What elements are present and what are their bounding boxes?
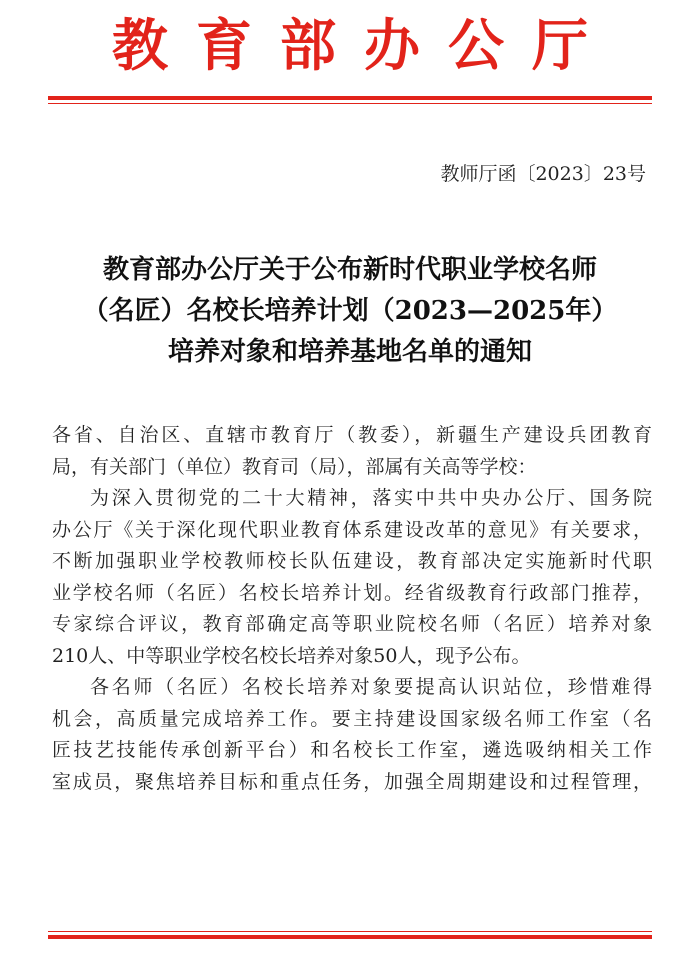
masthead-rule-thin bbox=[48, 103, 652, 104]
paragraph-line: 办公厅《关于深化现代职业教育体系建设改革的意见》有关要求， bbox=[52, 518, 652, 541]
paragraph-line: 不断加强职业学校教师校长队伍建设，教育部决定实施新时代职 bbox=[52, 550, 652, 572]
document-body bbox=[52, 420, 652, 798]
addressee-line: 各省、自治区、直辖市教育厅（教委），新疆生产建设兵团教育 bbox=[52, 424, 652, 446]
paragraph-line: 210人、中等职业学校名校长培养对象50人，现予公布。 bbox=[52, 644, 531, 667]
paragraph-line: 专家综合评议，教育部确定高等职业院校名师（名匠）培养对象 bbox=[52, 613, 652, 635]
document-title bbox=[40, 250, 660, 373]
title-line: 培养对象和培养基地名单的通知 bbox=[167, 337, 532, 367]
document-number: 教师厅函〔2023〕23号 bbox=[440, 163, 646, 185]
title-line: （名匠）名校长培养计划（2023—2025年） bbox=[82, 296, 618, 326]
paragraph-line: 机会，高质量完成培养工作。要主持建设国家级名师工作室（名 bbox=[52, 707, 652, 730]
paragraph-line: 为深入贯彻党的二十大精神，落实中共中央办公厅、国务院 bbox=[90, 487, 652, 509]
masthead-title: 教育部办公厅 bbox=[112, 13, 616, 79]
paragraph-line: 各名师（名匠）名校长培养对象要提高认识站位，珍惜难得 bbox=[90, 676, 652, 698]
footer-rule-thin bbox=[48, 931, 652, 932]
title-line: 教育部办公厅关于公布新时代职业学校名师 bbox=[102, 255, 597, 285]
masthead-rule-thick bbox=[48, 96, 652, 100]
paragraph-2 bbox=[52, 672, 652, 798]
addressee bbox=[52, 420, 652, 483]
paragraph-line: 匠技艺技能传承创新平台）和名校长工作室，遴选吸纳相关工作 bbox=[52, 739, 652, 761]
paragraph-line: 室成员，聚焦培养目标和重点任务，加强全周期建设和过程管理， bbox=[52, 770, 652, 793]
paragraph-line: 业学校名师（名匠）名校长培养计划。经省级教育行政部门推荐， bbox=[52, 581, 652, 604]
footer-rule-thick bbox=[48, 935, 652, 939]
paragraph-1 bbox=[52, 483, 652, 672]
addressee-line: 局，有关部门（单位）教育司（局），部属有关高等学校： bbox=[52, 455, 537, 478]
